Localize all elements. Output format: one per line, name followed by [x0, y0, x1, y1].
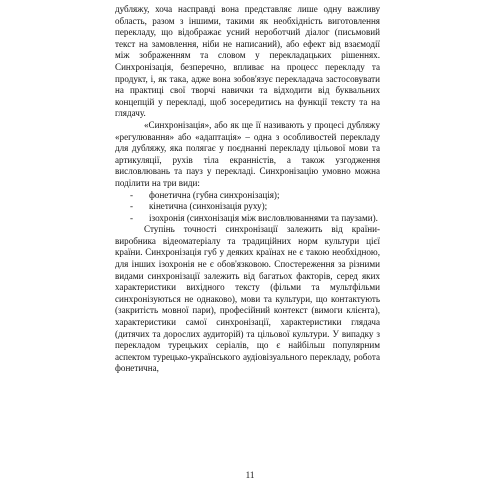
body-text [115, 4, 380, 375]
paragraph-3: Ступінь точності синхронізації залежить від країни-виробника відеоматеріалу та традиційних норм культури цієї країни. Синхронізація губ у деяких країнах не є такою необхідною, для інших ізохронія не є обов'язковою. Спостереження за різними видами синхронізації залежить від багатьох факторів, серед яких характеристики вихідного тексту (фільми та мультфільми синхронізуються не однаково), мови та культури, що контактують (закритість мовної пари), професійний контекст (вимоги клієнта), характеристики самої синхронізації, характеристики глядача (дитячих та дорослих аудиторій) та цільової культури. У випадку з перекладом турецьких серіалів, що є найбільш популярним аспектом турецько-українського аудіовізуального перекладу, робота фонетична, [115, 224, 380, 374]
page-number: 11 [245, 470, 255, 480]
list-bullet: - [130, 201, 134, 212]
sync-types-list [115, 190, 380, 225]
paragraph-2: «Синхронізація», або як ще її називають у процесі дубляжу «регулювання» або «адаптація» – одна з особливостей перекладу для дубляжу, яка полягає у поєднанні перекладу цільової мови та артикуляції, рухів тіла екранністів, а також узгодження висловлювань та пауз у перекладі. Синхронізацію умовно можна поділити на три види: [115, 119, 380, 188]
list-item-text: фонетична (губна синхронізація); [149, 189, 280, 200]
list-item [115, 190, 380, 202]
list-item [115, 213, 380, 225]
list-item-text: ізохронія (синхонізація між висловлюваннями та паузами). [149, 212, 378, 223]
list-item-text: кінетична (синхонізація руху); [149, 201, 268, 212]
list-item [115, 201, 380, 213]
paragraph-1: дубляжу, хоча насправді вона представляє лише одну важливу область, разом з іншими, такими як необхідність виготовлення перекладу, що відображає усний нероботчий діалог (письмовий текст на замовлення, ніби не написаний), або ефект від взаємодії між зображенням та словом у перекладацьких рішеннях. Синхронізація, безперечно, впливає на процесс перекладу та продукт, і, як така, адже вона зобов'язує перекладача застосовувати на практиці свої творчі навички та відходити від буквальних концепцій у перекладі, щоб зосередитись на функції тексту та на глядачу. [115, 4, 380, 119]
list-bullet: - [130, 189, 134, 200]
list-bullet: - [130, 212, 134, 223]
